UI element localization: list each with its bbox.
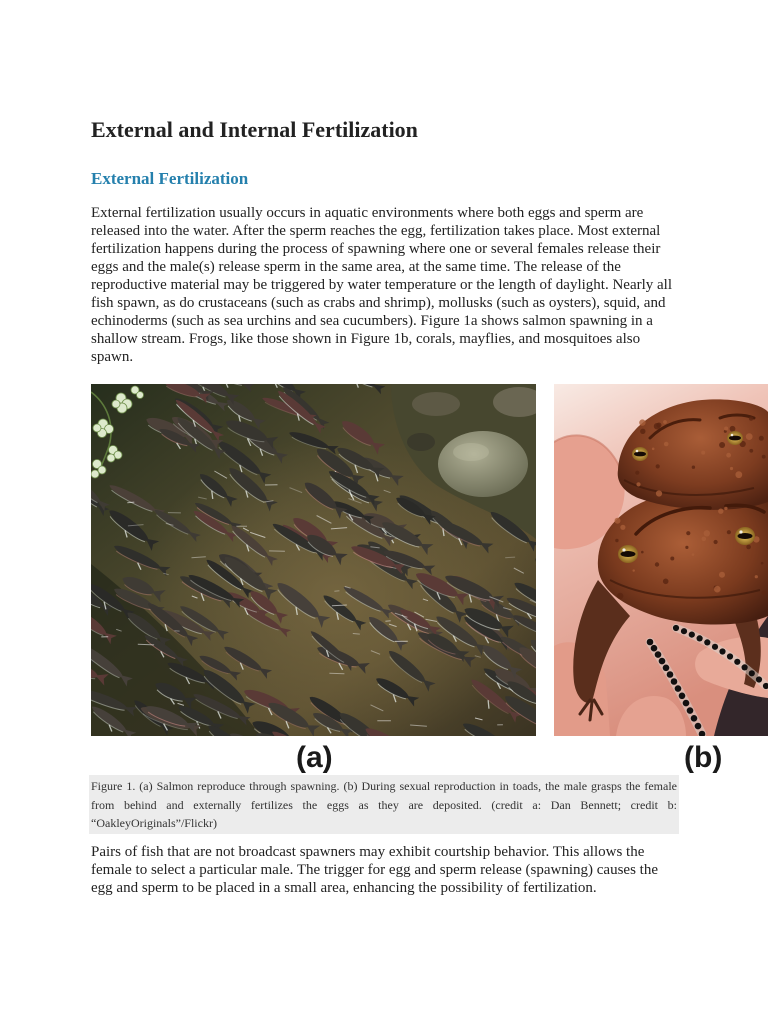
toads-photo-graphic <box>554 384 768 736</box>
toad-egg <box>671 678 678 685</box>
toad-wart <box>664 442 669 447</box>
toad-wart <box>762 455 766 459</box>
ripple <box>353 634 360 635</box>
toad-wart <box>639 419 645 425</box>
toad-egg <box>727 653 733 659</box>
toad-wart <box>635 471 639 475</box>
toad-wart <box>641 551 644 554</box>
toad-wart <box>718 509 723 514</box>
rock <box>412 392 460 416</box>
toad-egg <box>651 645 658 652</box>
toad-wart <box>686 531 690 535</box>
toad-wart <box>726 453 731 458</box>
toad-wart <box>640 429 645 434</box>
toad-egg <box>681 628 687 634</box>
toad-wart <box>655 562 659 566</box>
toad-wart <box>701 451 705 455</box>
toad-wart <box>749 449 753 453</box>
toad-wart <box>702 537 707 542</box>
toad-wart <box>714 540 718 544</box>
toad-wart <box>663 579 669 585</box>
figure-label-a: (a) <box>296 741 333 774</box>
toad-wart <box>724 507 727 510</box>
toad-egg <box>655 651 662 658</box>
toad-wart <box>746 433 753 440</box>
toad-egg <box>695 723 702 730</box>
toad-wart <box>620 525 625 530</box>
toad-egg <box>659 658 666 665</box>
toad-egg <box>663 665 670 672</box>
toad-egg <box>683 700 690 707</box>
toad-wart <box>727 530 731 534</box>
ripple <box>505 557 515 558</box>
toad-wart <box>656 464 660 468</box>
toad-egg <box>749 670 755 676</box>
toad-egg <box>647 639 654 646</box>
toad-wart <box>692 466 695 469</box>
figure-label-b: (b) <box>684 741 723 774</box>
toad-egg <box>734 659 740 665</box>
toad-wart <box>719 442 725 448</box>
toad-wart <box>654 423 660 429</box>
toad-wart <box>724 427 728 431</box>
toad-egg <box>673 625 679 631</box>
body-paragraph: External fertilization usually occurs in aquatic environments where both eggs and sperm are released into the water. After the sperm reaches the egg, fertilization takes place. Most external fertilization happens during the process of spawning where one or several females release their eggs and the male(s) release sperm in the same area, at the same time. The release of the reproductive material may be triggered by water temperature or the length of daylight. Nearly all fish spawn, as do crustaceans (such as crabs and shrimp), mollusks (such as oysters), squid, and echinoderms (such as sea urchins and sea cucumbers). Figure 1a shows salmon spawning in a shallow stream. Frogs, like those shown in Figure 1b, corals, mayflies, and mosquitoes also spawn. <box>91 205 673 365</box>
salmon-photo <box>91 384 536 736</box>
toad-wart <box>704 530 710 536</box>
body-paragraph: Pairs of fish that are not broadcast spawners may exhibit courtship behavior. This allows the female to select a particular male. The trigger for egg and sperm release (spawning) causes the egg and sperm to be placed in a small area, enhancing the possibility of fertilization. <box>91 844 658 896</box>
ripple <box>127 502 134 503</box>
toad-wart <box>617 593 623 599</box>
toad-eye <box>632 447 648 461</box>
toad-egg <box>667 671 674 678</box>
toad-wart <box>746 545 751 550</box>
toad-egg <box>719 648 725 654</box>
section-heading: External Fertilization <box>91 169 249 188</box>
toad-wart <box>656 490 662 496</box>
toad-wart <box>670 557 674 561</box>
toad-wart <box>759 436 764 441</box>
toad-wart <box>636 482 640 486</box>
toad-egg <box>712 644 718 650</box>
toads-photo <box>554 384 768 736</box>
toad-egg <box>679 693 686 700</box>
toad-egg <box>675 685 682 692</box>
toad-egg <box>742 664 748 670</box>
toad-wart <box>615 539 618 542</box>
toad-egg <box>687 707 694 714</box>
toad-wart <box>761 562 764 565</box>
toad-egg <box>697 635 703 641</box>
toad-eye <box>727 431 743 445</box>
toad-wart <box>714 586 721 593</box>
toad-egg <box>691 715 698 722</box>
toad-egg <box>756 676 762 682</box>
toad-wart <box>615 518 621 524</box>
toad-wart <box>685 546 688 549</box>
toad-wart <box>755 575 758 578</box>
page-title: External and Internal Fertilization <box>91 117 418 142</box>
figure-caption: Figure 1. (a) Salmon reproduce through spawning. (b) During sexual reproduction in toads, the male grasps the female from behind and externally fertilizes the eggs as they are deposited. (credit a: Dan Bennett; credit b: “OakleyOriginals”/Flickr) <box>89 775 679 834</box>
toad-wart <box>730 426 736 432</box>
toad-wart <box>663 420 667 424</box>
toad-wart <box>692 553 695 556</box>
ripple <box>385 621 390 622</box>
toad-wart <box>652 448 655 451</box>
toad-wart <box>719 572 725 578</box>
toad-eye <box>735 527 755 545</box>
rock-highlight <box>453 443 489 461</box>
salmon-photo-graphic <box>91 384 536 736</box>
toad-egg <box>689 632 695 638</box>
toad-eye <box>618 545 638 563</box>
ripple <box>138 644 154 645</box>
toad-egg <box>704 639 710 645</box>
rock <box>407 433 435 451</box>
ripple <box>329 673 344 674</box>
toad-wart <box>762 590 766 594</box>
toad-wart <box>633 569 635 571</box>
toad-wart <box>735 471 742 478</box>
round-rock <box>438 431 528 497</box>
ripple <box>334 591 339 592</box>
toad-wart <box>730 467 733 470</box>
toad-wart <box>749 416 753 420</box>
